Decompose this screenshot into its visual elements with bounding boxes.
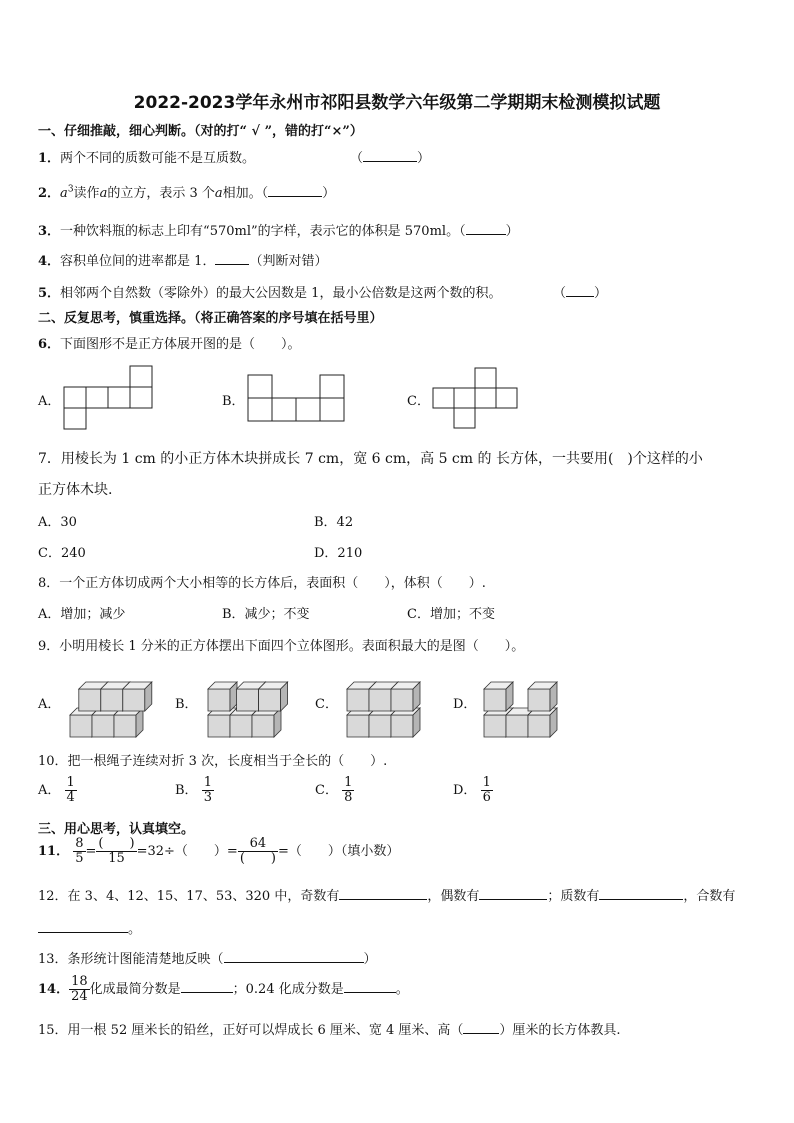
question-3 <box>38 220 519 239</box>
q12-odd-blank[interactable] <box>339 887 427 900</box>
cube-face <box>208 689 230 711</box>
q11-f2-num: ( ) <box>98 836 135 851</box>
page-title: 2022-2023学年永州市祁阳县数学六年级第二学期期末检测模拟试题 <box>133 93 661 113</box>
q11-mid: =32÷（ ）= <box>136 844 238 859</box>
cube-face <box>114 715 136 737</box>
q15-text: 15．用一根 52 厘米长的铅丝，正好可以焊成长 6 厘米、宽 4 厘米、高（ <box>38 1023 464 1038</box>
cube-face <box>484 689 506 711</box>
q12-text-d: ，合数有 <box>683 889 736 904</box>
cube-face <box>123 689 145 711</box>
cube-face <box>506 715 528 737</box>
q10-a-label: A． <box>38 783 61 798</box>
q12-composite-blank[interactable] <box>38 920 128 933</box>
q12-text-b: ，偶数有 <box>427 889 480 904</box>
cube-face <box>391 715 413 737</box>
q1-paren-left: （ <box>350 151 364 166</box>
cube-face <box>369 689 391 711</box>
q6-option-a[interactable]: A． <box>38 394 61 409</box>
q2-text4: ） <box>322 186 336 201</box>
q11-tail: =（ ）（填小数） <box>277 844 400 859</box>
cube-face <box>252 715 274 737</box>
q9-option-c[interactable]: C． <box>315 697 338 712</box>
q10-option-a[interactable] <box>38 776 77 805</box>
q11-f2-den: 15 <box>108 851 125 866</box>
q3-number: 3． <box>38 224 61 239</box>
q2-var: a <box>99 186 108 201</box>
q7-option-a[interactable]: A．30 <box>38 515 77 530</box>
q1-text: 两个不同的质数可能不是互质数。 <box>60 151 256 166</box>
q14-blank-1[interactable] <box>181 980 233 993</box>
cube-face <box>528 715 550 737</box>
q5-blank[interactable] <box>566 284 594 297</box>
cube-face <box>101 689 123 711</box>
q7-line2: 正方体木块. <box>38 482 113 498</box>
q14-num: 18 <box>71 974 88 989</box>
q5-paren-left: （ <box>553 286 567 301</box>
question-14 <box>38 975 409 1004</box>
cube-face <box>369 715 391 737</box>
cube-face <box>79 689 101 711</box>
cube-net-c <box>433 368 519 430</box>
question-11 <box>38 837 399 866</box>
q8-option-c[interactable]: C．增加；不变 <box>407 607 495 622</box>
q10-b-numerator: 1 <box>203 775 212 790</box>
q10-b-label: B． <box>175 783 198 798</box>
cube-face <box>259 689 281 711</box>
solid-figure-a <box>66 667 156 739</box>
cube-net-b <box>248 375 348 423</box>
solid-figure-c <box>343 667 433 739</box>
q10-option-d[interactable] <box>453 776 493 805</box>
q6-text: 下面图形不是正方体展开图的是（ ）。 <box>60 337 301 352</box>
cube-face <box>237 689 259 711</box>
q10-d-denominator: 6 <box>482 790 491 805</box>
q12-line2 <box>38 918 141 937</box>
q3-blank[interactable] <box>466 222 506 235</box>
q12-text-c: ；质数有 <box>547 889 600 904</box>
q10-d-numerator: 1 <box>482 775 491 790</box>
q1-answer <box>350 147 430 166</box>
q11-f1-den: 5 <box>75 851 84 866</box>
q14-text2: ；0.24 化成分数是 <box>232 982 344 997</box>
solid-figure-b <box>204 667 294 739</box>
question-15 <box>38 1019 621 1038</box>
q2-var2: a <box>214 186 223 201</box>
q11-fraction-3[interactable] <box>238 837 278 866</box>
q11-fraction-2[interactable] <box>96 837 136 866</box>
q11-equals: = <box>85 844 97 859</box>
q6-number: 6． <box>38 337 61 352</box>
q9-option-b[interactable]: B． <box>175 697 198 712</box>
q7-line1: 7．用棱长为 1 cm 的小正方体木块拼成长 7 cm，宽 6 cm，高 5 cm 的 长方体，一共要用( )个这样的小 <box>38 451 703 467</box>
q7-option-d[interactable]: D．210 <box>314 546 363 561</box>
q11-fraction-1 <box>73 837 85 866</box>
q14-blank-2[interactable] <box>344 980 396 993</box>
q12-prime-blank[interactable] <box>599 887 683 900</box>
cube-face <box>484 715 506 737</box>
q10-option-c[interactable] <box>315 776 354 805</box>
section-1-heading: 一、仔细推敲，细心判断。（对的打“ √ ”，错的打“×”） <box>38 124 363 139</box>
q13-blank[interactable] <box>224 950 364 963</box>
question-4 <box>38 250 327 269</box>
q10-a-denominator: 4 <box>66 790 75 805</box>
q2-number: 2． <box>38 186 61 201</box>
cube-face <box>208 715 230 737</box>
q4-number: 4． <box>38 254 61 269</box>
cube-face <box>347 689 369 711</box>
question-9: 9．小明用棱长 1 分米的正方体摆出下面四个立体图形。表面积最大的是图（ ）。 <box>38 639 525 654</box>
q13-end: ） <box>363 952 377 967</box>
cube-face <box>391 689 413 711</box>
q4-text: 容积单位间的进率都是 1． <box>60 254 216 269</box>
q9-option-d[interactable]: D． <box>453 697 477 712</box>
question-12 <box>38 885 735 904</box>
q2-blank[interactable] <box>268 184 322 197</box>
q14-number: 14． <box>38 982 70 997</box>
q10-d-label: D． <box>453 783 477 798</box>
q10-c-denominator: 8 <box>344 790 353 805</box>
q6-option-c[interactable]: C． <box>407 394 430 409</box>
q5-number: 5． <box>38 286 61 301</box>
q2-text2: 的立方，表示 3 个 <box>107 186 215 201</box>
q12-even-blank[interactable] <box>479 887 547 900</box>
q9-option-a[interactable]: A． <box>38 697 61 712</box>
q2-exponent: 3 <box>67 184 74 195</box>
question-5 <box>38 282 501 301</box>
cube-face <box>92 715 114 737</box>
q1-blank[interactable] <box>363 149 417 162</box>
q10-c-numerator: 1 <box>344 775 353 790</box>
question-1 <box>38 147 255 166</box>
q14-den: 24 <box>71 989 88 1004</box>
q2-text1: 读作 <box>73 186 100 201</box>
q5-text: 相邻两个自然数（零除外）的最大公因数是 1，最小公倍数是这两个数的积。 <box>60 286 502 301</box>
q10-a-numerator: 1 <box>66 775 75 790</box>
q3-text: 一种饮料瓶的标志上印有“570ml”的字样，表示它的体积是 570ml。（ <box>60 224 466 239</box>
q2-base: a <box>60 186 68 201</box>
q3-end: ） <box>505 224 519 239</box>
q7-option-c[interactable]: C．240 <box>38 546 86 561</box>
question-2 <box>38 182 335 201</box>
q2-text3: 相加。（ <box>222 186 269 201</box>
q14-text3: 。 <box>395 982 409 997</box>
cube-net-a <box>64 366 154 432</box>
cube-face <box>230 715 252 737</box>
q1-number: 1． <box>38 151 61 166</box>
q11-f3-den: ( ) <box>239 851 276 866</box>
q1-paren-right: ） <box>417 151 431 166</box>
q15-end: ）厘米的长方体教具. <box>499 1023 621 1038</box>
q11-f1-num: 8 <box>75 836 84 851</box>
question-10: 10．把一根绳子连续对折 3 次，长度相当于全长的（ ）. <box>38 754 388 769</box>
q14-fraction <box>69 975 90 1004</box>
section-2-heading: 二、反复思考，慎重选择。（将正确答案的序号填在括号里） <box>38 311 383 326</box>
q12-end: 。 <box>128 922 142 937</box>
q14-text1: 化成最简分数是 <box>89 982 181 997</box>
question-8: 8．一个正方体切成两个大小相等的长方体后，表面积（ ），体积（ ）. <box>38 576 486 591</box>
q8-option-a[interactable]: A．增加；减少 <box>38 607 126 622</box>
q8-option-b[interactable]: B．减少；不变 <box>222 607 310 622</box>
q4-end: （判断对错） <box>249 254 328 269</box>
q11-number: 11． <box>38 844 70 859</box>
q10-b-denominator: 3 <box>203 790 212 805</box>
q15-blank[interactable] <box>463 1021 499 1034</box>
q10-option-b[interactable] <box>175 776 214 805</box>
q7-option-b[interactable]: B．42 <box>314 515 354 530</box>
q10-a-fraction <box>65 776 77 805</box>
q13-text: 13．条形统计图能清楚地反映（ <box>38 952 224 967</box>
cube-face <box>528 689 550 711</box>
q10-b-fraction <box>202 776 214 805</box>
cube-face <box>347 715 369 737</box>
q12-text-a: 12．在 3、4、12、15、17、53、320 中，奇数有 <box>38 889 340 904</box>
q5-paren-right: ） <box>594 286 608 301</box>
q10-c-fraction <box>342 776 354 805</box>
section-3-heading: 三、用心思考，认真填空。 <box>38 822 195 837</box>
cube-face <box>70 715 92 737</box>
q6-option-b[interactable]: B． <box>222 394 245 409</box>
question-13 <box>38 948 377 967</box>
q5-answer <box>553 282 607 301</box>
q4-blank[interactable] <box>215 252 249 265</box>
q10-c-label: C． <box>315 783 338 798</box>
question-6 <box>38 333 301 352</box>
q10-d-fraction <box>481 776 493 805</box>
q11-f3-num: 64 <box>238 837 278 852</box>
solid-figure-d <box>480 667 570 739</box>
